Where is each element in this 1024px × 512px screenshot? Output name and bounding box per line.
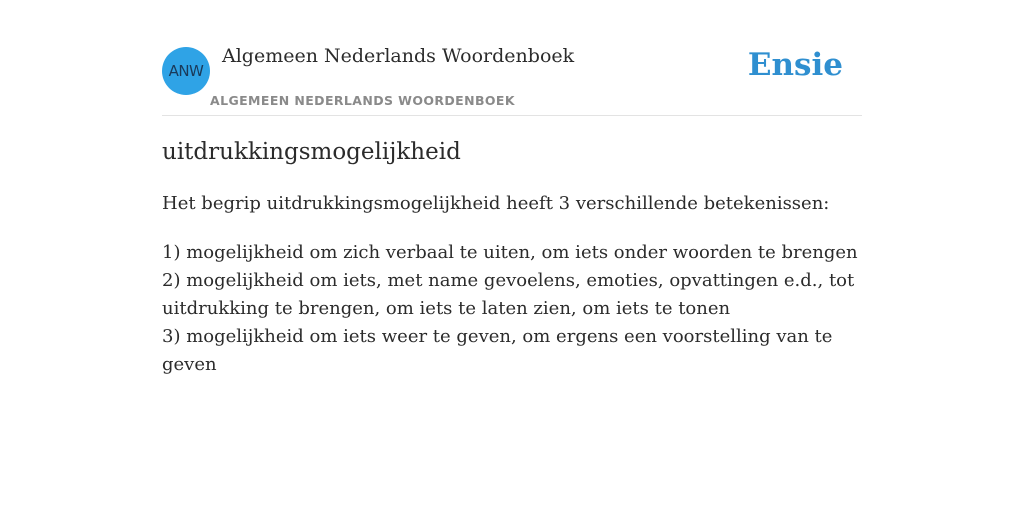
entry-intro: Het begrip uitdrukkingsmogelijkheid heeft 3 verschillende betekenissen:	[162, 193, 830, 214]
entry-title: uitdrukkingsmogelijkheid	[162, 139, 461, 165]
brand-logo-link[interactable]: Ensie	[747, 47, 843, 83]
header	[162, 0, 862, 116]
source-subtitle: ALGEMEEN NEDERLANDS WOORDENBOEK	[210, 93, 515, 108]
meaning-item: 3) mogelijkheid om iets weer te geven, om ergens een voorstelling van te geven	[162, 326, 833, 375]
meaning-item: 1) mogelijkheid om zich verbaal te uiten, om iets onder woorden te brengen	[162, 242, 858, 263]
source-logo-text: ANW	[168, 62, 204, 80]
source-logo[interactable]	[162, 47, 210, 95]
meaning-item: 2) mogelijkheid om iets, met name gevoelens, emoties, opvattingen e.d., tot uitdrukking te brengen, om iets te laten zien, om iets te tonen	[162, 270, 855, 319]
content-container	[162, 0, 862, 375]
source-title[interactable]: Algemeen Nederlands Woordenboek	[222, 45, 575, 67]
meanings-list	[162, 239, 862, 379]
